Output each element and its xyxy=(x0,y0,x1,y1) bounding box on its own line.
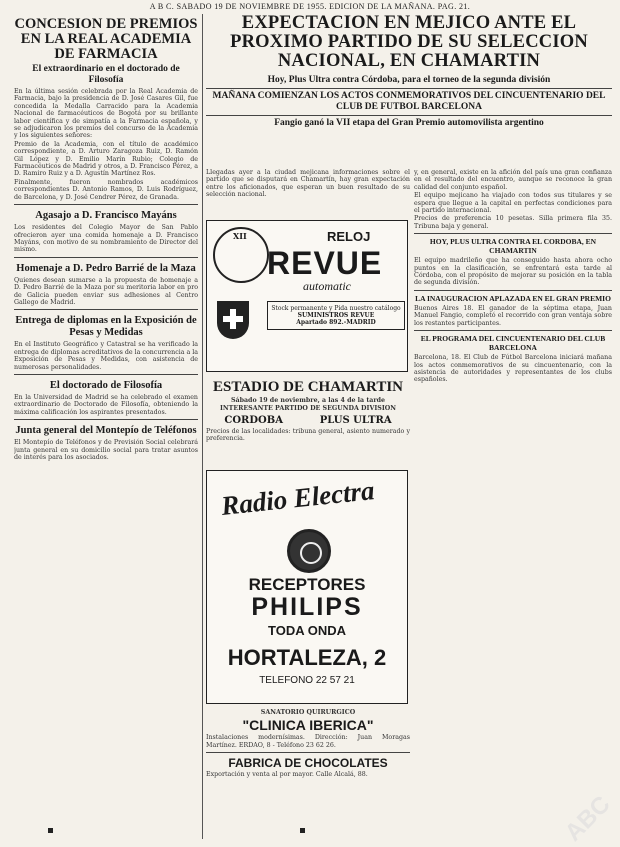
stadium-match: INTERESANTE PARTIDO DE SEGUNDA DIVISION xyxy=(219,405,397,413)
revue-address: Apartado 892.-MADRID xyxy=(296,319,376,326)
right-paragraph-2: El equipo mejicano ha viajado con todos sus titulares y se espera que llegue a la capital en perfectas condiciones para el partido internacional. xyxy=(414,192,612,215)
right-column xyxy=(414,168,612,385)
right-paragraph-3: Precios de preferencia 10 pesetas. Silla primera fila 35. Tribuna baja y general. xyxy=(414,215,612,230)
clinic-ad xyxy=(206,708,410,780)
stadium-notice xyxy=(206,376,410,444)
heading-cincuentenario: EL PROGRAMA DEL CINCUENTENARIO DEL CLUB BARCELONA xyxy=(420,334,606,353)
divider xyxy=(14,257,198,258)
main-subtitle-1: Hoy, Plus Ultra contra Córdoba, para el torneo de la segunda división xyxy=(267,75,551,85)
paragraph-doctorado: En la Universidad de Madrid se ha celebrado el examen extraordinario de Doctorado de Filosofía, obteniendo la máxima calificación los aspirantes presentados. xyxy=(14,393,198,416)
divider xyxy=(414,233,612,234)
revue-ad xyxy=(206,220,408,372)
paragraph-barrie: Quienes desean sumarse a la propuesta de homenaje a D. Pedro Barrié de la Maza por su meritoria labor en pro de Galicia pueden enviar sus adhesiones al Centro Gallego de Madrid. xyxy=(14,276,198,306)
hortaleza-address: HORTALEZA, 2 xyxy=(227,645,387,670)
left-paragraph-2: Premio de la Academia, con el título de académico correspondiente, a D. Arturo Zaragoza Ruiz, D. Ramón Gil López y D. Emilio Marín Rubio; Colegio de Farmacéuticos de Madrid y otros, a D. Francisco Pérez, a D. Ramiro Ruiz y a D. Agustín Martínez Ros. xyxy=(14,140,198,178)
clinic-header: SANATORIO QUIRURGICO xyxy=(260,709,356,716)
left-column xyxy=(14,14,203,839)
paragraph-gran-premio: Buenos Aires 18. El ganador de la séptima etapa, Juan Manuel Fangio, completó el recorrido con gran ventaja sobre los restantes participantes. xyxy=(414,304,612,327)
divider xyxy=(14,419,198,420)
heading-plus-ultra: HOY, PLUS ULTRA CONTRA EL CORDOBA, EN CHAMARTIN xyxy=(429,237,597,256)
middle-column xyxy=(206,168,410,200)
heading-doctorado: El doctorado de Filosofía xyxy=(49,379,163,391)
paragraph-diplomas: En el Instituto Geográfico y Catastral se ha verificado la entrega de diplomas acreditativos de la concurrencia a la Exposición de Pesas y Medidas, con asistencia de numerosas personalidades. xyxy=(14,341,199,371)
revue-info-text: Stock permanente y Pida nuestro catálogo xyxy=(271,305,401,312)
heading-gran-premio: LA INAUGURACION APLAZADA EN EL GRAN PREMIO xyxy=(415,293,611,303)
team-plus-ultra: PLUS ULTRA xyxy=(319,414,392,426)
paragraph-mayans: Los residentes del Colegio Mayor de San Pablo ofrecieron ayer una comida homenaje a D. Francisco Mayáns, con motivo de su nombramiento de Director del mismo. xyxy=(14,224,198,254)
main-subtitle-3: Fangio ganó la VII etapa del Gran Premio automovilista argentino xyxy=(274,118,544,128)
paragraph-montepio: El Montepío de Teléfonos y de Previsión Social celebrará junta general en su domicilio social para tratar asuntos de interés para los asociados. xyxy=(14,439,198,461)
stadium-prices: Precios de las localidades: tribuna general, asiento numerado y preferencia. xyxy=(206,427,410,443)
revue-brand: REVUE xyxy=(267,245,383,281)
toda-onda-label: TODA ONDA xyxy=(268,623,346,638)
philips-label: PHILIPS xyxy=(251,593,363,621)
clock-icon xyxy=(213,227,269,283)
left-paragraph-1: En la última sesión celebrada por la Real Academia de Farmacia, bajo la presidencia de D. José Casares Gil, fue concedida la Medalla Carracido para la Academia Nacional de farmacéuticos de Bogotá por su brillante labor científica y de simpatía a la Farmacia española, y se adjudicaron los premios del concurso de la Academia y los siguientes señores: xyxy=(14,88,198,140)
registration-mark xyxy=(48,828,53,833)
divider xyxy=(14,374,198,375)
clinic-name: "CLINICA IBERICA" xyxy=(242,717,374,734)
left-title: CONCESION DE PREMIOS EN LA REAL ACADEMIA DE FARMACIA xyxy=(14,16,198,62)
stadium-date: Sábado 19 de noviembre, a las 4 de la tarde xyxy=(230,397,386,404)
teams-row xyxy=(206,415,410,426)
clock-numeral: XII xyxy=(233,231,247,241)
stadium-title: ESTADIO DE CHAMARTIN xyxy=(212,379,404,395)
page-header: A B C. SABADO 19 DE NOVIEMBRE DE 1955. EDICION DE LA MAÑANA. PAG. 21. xyxy=(149,2,471,11)
divider xyxy=(206,752,410,753)
main-title: EXPECTACION EN MEJICO ANTE EL PROXIMO PARTIDO DE SU SELECCION NACIONAL, EN CHAMARTIN xyxy=(230,13,588,71)
radio-electra-brand: Radio Electra xyxy=(219,475,376,521)
right-paragraph-1: y, en general, existe en la afición del país una gran confianza en el resultado del encuentro, aunque se reconoce la gran calidad del conjunto español. xyxy=(414,169,612,191)
revue-tagline: automatic xyxy=(303,279,351,293)
receptores-label: RECEPTORES xyxy=(248,575,366,594)
heading-diplomas: Entrega de diplomas en la Exposición de Pesas y Medidas xyxy=(15,315,197,339)
heading-barrie: Homenaje a D. Pedro Barrié de la Maza xyxy=(16,262,196,274)
watermark: ABC xyxy=(559,790,616,847)
revue-info-box xyxy=(267,301,405,330)
team-cordoba: CORDOBA xyxy=(224,414,283,426)
left-paragraph-3: Finalmente, fueron nombrados académicos correspondientes D. Antonio Ramos, D. Luis Rodríguez, de Barcelona, y D. José Cendrer Pérez, de Granada. xyxy=(14,178,198,201)
paragraph-plus-ultra: El equipo madrileño que ha conseguido hasta ahora ocho puntos en la clasificación, se enfrentará esta tarde al Córdoba, con el propósito de mejorar su posición en la tabla de segunda división. xyxy=(414,257,612,287)
radio-telephone: TELEFONO 22 57 21 xyxy=(259,675,355,686)
heading-mayans: Agasajo a D. Francisco Mayáns xyxy=(35,210,177,222)
mid-paragraph-1: Llegadas ayer a la ciudad mejicana informaciones sobre el partido que se disputará en Chamartín, hay gran expectación entre los aficionados, que esperan un buen resultado de su selección nacional. xyxy=(206,169,410,199)
divider xyxy=(14,309,198,310)
heading-montepio: Junta general del Montepío de Teléfonos xyxy=(15,425,197,437)
left-subtitle: El extraordinario en el doctorado de Filosofía xyxy=(32,64,180,85)
chocolate-factory-text: Exportación y venta al por mayor. Calle Alcalá, 88. xyxy=(206,771,368,779)
shield-icon xyxy=(217,301,249,339)
registration-mark xyxy=(300,828,305,833)
divider xyxy=(14,204,198,205)
philips-logo-icon xyxy=(287,529,331,573)
divider xyxy=(414,290,612,291)
clinic-text: Instalaciones modernísimas. Dirección: Juan Moragas Martínez. ERDAO, 8 - Teléfono 23 62 26. xyxy=(206,734,410,749)
radio-electra-ad xyxy=(206,470,408,704)
revue-supplier: SUMINISTROS REVUE xyxy=(297,312,375,319)
main-subtitle-2: MAÑANA COMIENZAN LOS ACTOS CONMEMORATIVOS DEL CINCUENTENARIO DEL CLUB DE FUTBOL BARCELONA xyxy=(206,88,612,116)
revue-brand-top: RELOJ xyxy=(327,229,371,244)
main-headline-block xyxy=(206,14,612,131)
chocolate-factory-title: FABRICA DE CHOCOLATES xyxy=(228,756,388,771)
paragraph-cincuentenario: Barcelona, 18. El Club de Fútbol Barcelona iniciará mañana los actos conmemorativos de su cincuentenario, con la asistencia de autoridades y representantes de los clubs españoles. xyxy=(414,354,612,384)
divider xyxy=(414,330,612,331)
